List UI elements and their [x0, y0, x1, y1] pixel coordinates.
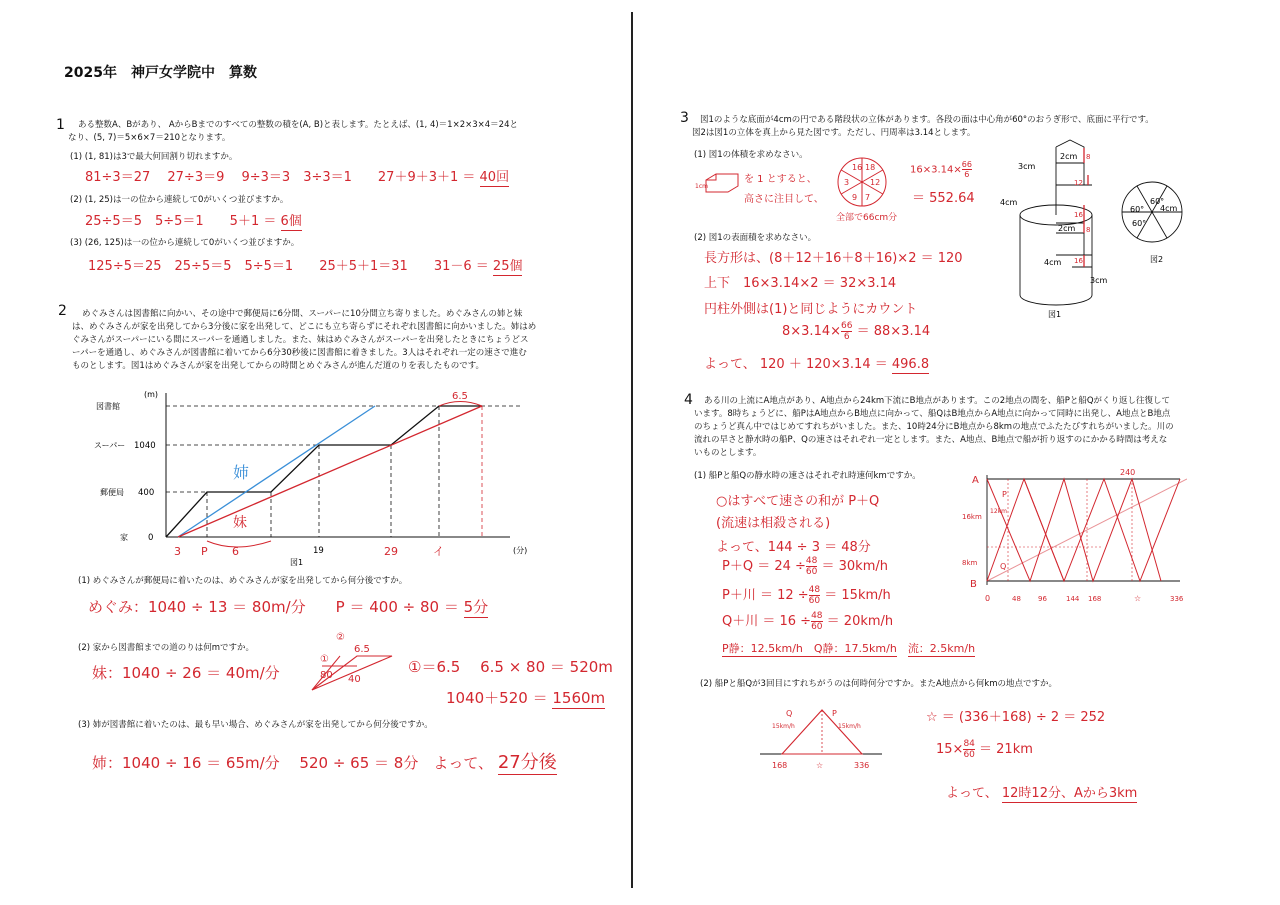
hw-29: 29	[384, 545, 398, 558]
hw-P: P	[201, 545, 208, 558]
svg-text:7: 7	[865, 193, 871, 202]
q4-graph	[962, 465, 1187, 605]
svg-text:②: ②	[336, 632, 345, 643]
svg-text:80: 80	[320, 670, 333, 681]
svg-text:Q: Q	[1000, 562, 1007, 571]
q2-sub3: (3) 姉が図書館に着いたのは、最も早い場合、めぐみさんが家を出発してから何分後ですか。	[78, 720, 433, 730]
q4-sub2: (2) 船Pと船Qが3回目にすれちがうのは何時何分ですか。またA地点から何kmの地点ですか。	[700, 679, 1057, 689]
q4-line5: いものとします。	[694, 448, 762, 458]
q1-number: 1	[56, 117, 65, 133]
svg-text:336: 336	[854, 761, 870, 770]
graph-caption: 図1	[290, 558, 304, 567]
q4-answer2b: 15× $\frac{84}{60}$ ＝ 21km	[936, 739, 1033, 760]
svg-text:15km/h: 15km/h	[772, 723, 795, 730]
q1-answer3: 125÷5＝25 25÷5＝5 5÷5＝1 25＋5＋1＝31 31－6 ＝ 25個	[88, 259, 523, 274]
q4-sub1: (1) 船Pと船Qの静水時の速さはそれぞれ時速何kmですか。	[694, 471, 921, 481]
column-divider	[631, 12, 633, 888]
graph-y-super-val: 1040	[134, 441, 156, 451]
svg-text:16: 16	[1074, 257, 1083, 265]
q1-intro-line1: ある整数A、Bがあり、 AからBまでのすべての整数の積を(A, B)と表します。たとえば、(1, 4)＝1×2×3×4＝24と	[78, 120, 518, 130]
svg-text:8: 8	[1086, 226, 1091, 234]
graph-y-super: スーパー	[94, 441, 126, 450]
hw-I: イ	[433, 545, 444, 558]
q1-sub1: (1) (1, 81)は3で最大何回割り切れますか。	[70, 152, 238, 162]
hw-65: 6.5	[452, 391, 468, 402]
q3-answer2e: よって、 120 ＋ 120×3.14 ＝ 496.8	[704, 357, 930, 372]
q2-line1: めぐみさんは図書館に向かい、その途中で郵便局に6分間、スーパーに10分間立ち寄りました。めぐみさんの姉と妹	[82, 309, 523, 319]
svg-text:96: 96	[1038, 595, 1047, 603]
svg-text:3cm: 3cm	[1090, 276, 1108, 285]
svg-text:①: ①	[320, 654, 329, 665]
svg-text:336: 336	[1170, 595, 1184, 603]
q3-block-sketch	[694, 168, 744, 196]
q3-line2: 図2は図1の立体を真上から見た図です。ただし、円周率は3.14とします。	[692, 128, 976, 138]
q2-line4: ーパーを通過し、めぐみさんが図書館に着いてから6分30秒後に図書館に着きました。3人はそれぞれ一定の速さで進む	[72, 348, 527, 358]
q4-line2: います。8時ちょうどに、船PはA地点からB地点に向かって、船QはB地点からA地点に向かって同時に出発し、A地点とB地点	[694, 409, 1171, 419]
q3-answer2a: 長方形は、(8＋12＋16＋8＋16)×2 ＝ 120	[704, 251, 963, 266]
q4-answer2a: ☆ ＝ (336＋168) ÷ 2 ＝ 252	[926, 710, 1106, 725]
q4-triangle-sketch	[758, 702, 888, 774]
q4-line3: のちょうど真ん中ではじめてすれちがいました。また、10時24分にB地点から8kmの地点でふたたびすれちがいました。川の	[694, 422, 1174, 432]
hw-3: 3	[174, 545, 181, 558]
q3-hw1b: 高さに注目して、	[744, 194, 824, 205]
q1-answer2: 25÷5＝5 5÷5＝1 5＋1 ＝ 6個	[85, 214, 302, 229]
q3-figure2	[1120, 180, 1190, 270]
q1-sub2: (2) (1, 25)は一の位から連続して0がいくつ並びますか。	[70, 195, 289, 205]
svg-text:15km/h: 15km/h	[838, 723, 861, 730]
svg-text:4cm: 4cm	[1044, 258, 1062, 267]
q4-answer1g: P静：12.5km/h Q静：17.5km/h 流：2.5km/h	[722, 642, 976, 655]
svg-text:60°: 60°	[1150, 197, 1165, 206]
q2-answer2b: ①＝6.5 6.5 × 80 ＝ 520m	[408, 658, 613, 676]
svg-text:40: 40	[348, 674, 361, 685]
q3-hw1c: 全部で66cm分	[836, 213, 898, 223]
svg-text:16km: 16km	[962, 513, 982, 521]
q3-figure1	[1000, 135, 1118, 323]
svg-text:12: 12	[870, 178, 881, 187]
q2-answer1: めぐみ：1040 ÷ 13 ＝ 80m/分 P ＝ 400 ÷ 80 ＝ 5分	[88, 598, 489, 616]
svg-text:8km: 8km	[962, 559, 978, 567]
svg-text:60°: 60°	[1132, 219, 1147, 228]
hw-imo: 妹	[233, 515, 247, 531]
q3-number: 3	[680, 110, 689, 126]
graph-xunit: (分)	[513, 546, 528, 555]
q1-sub3: (3) (26, 125)は一の位から連続して0がいくつ並びますか。	[70, 238, 300, 248]
q2-number: 2	[58, 303, 67, 319]
svg-text:4cm: 4cm	[1160, 204, 1178, 213]
graph-y-post-val: 400	[138, 488, 155, 498]
q3-line1: 図1のような底面が4cmの円である階段状の立体があります。各段の面は中心角が60°のおうぎ形で、底面に平行です。	[700, 115, 1154, 125]
svg-text:B: B	[970, 579, 977, 590]
graph-ylabel: (m)	[144, 390, 159, 399]
q4-answer1a: ○はすべて速さの和が P＋Q	[716, 494, 880, 509]
svg-text:0: 0	[985, 594, 991, 603]
svg-text:2cm: 2cm	[1058, 224, 1076, 233]
q2-triangle-sketch	[302, 628, 402, 696]
svg-text:16: 16	[852, 163, 863, 172]
svg-text:168: 168	[1088, 595, 1102, 603]
svg-text:図1: 図1	[1048, 310, 1062, 319]
q3-answer2b: 上下 16×3.14×2 ＝ 32×3.14	[704, 276, 897, 291]
q2-answer3: 姉：1040 ÷ 16 ＝ 65m/分 520 ÷ 65 ＝ 8分 よって、 27分後	[92, 752, 557, 773]
svg-text:144: 144	[1066, 595, 1080, 603]
svg-text:2cm: 2cm	[1060, 152, 1078, 161]
svg-text:12km: 12km	[990, 508, 1007, 515]
svg-text:P: P	[1002, 490, 1007, 499]
q4-line4: 流れの早さと静水時の船P、Qの速さはそれぞれ一定とします。また、A地点、B地点で船が折り返すのにかかる時間は考えな	[694, 435, 1168, 445]
hw-ane: 姉	[233, 463, 250, 482]
svg-text:16: 16	[1074, 211, 1083, 219]
q4-number: 4	[684, 392, 693, 408]
q3-hw1a: を 1 とすると、	[744, 174, 817, 185]
svg-text:12: 12	[1074, 179, 1083, 187]
svg-text:6.5: 6.5	[354, 644, 370, 655]
svg-text:8: 8	[1086, 153, 1091, 161]
q4-answer1d: P＋Q ＝ 24 ÷ $\frac{48}{60}$ ＝ 30km/h	[722, 556, 888, 577]
graph-y-library: 図書館	[96, 402, 120, 411]
q1-intro-line2: なり、(5, 7)＝5×6×7＝210となります。	[68, 133, 231, 143]
q3-answer2c: 円柱外側は(1)と同じようにカウント	[704, 302, 918, 317]
svg-text:60°: 60°	[1130, 205, 1145, 214]
q3-hw1e: ＝ 552.64	[912, 191, 975, 206]
q3-answer2d: 8×3.14× $\frac{66}{6}$ ＝ 88×3.14	[782, 321, 931, 342]
q2-line2: は、めぐみさんが家を出発してから3分後に家を出発して、どこにも立ち寄らずにそれぞれ図書館に向かいました。姉はめ	[72, 322, 537, 332]
svg-text:P: P	[832, 709, 837, 718]
graph-x19: 19	[313, 546, 324, 556]
q2-line5: ものとします。図1はめぐみさんが家を出発してからの時間とめぐみさんが進んだ道のりを表したものです。	[72, 361, 485, 371]
graph-y-zero: 0	[148, 533, 154, 543]
q4-line1: ある川の上流にA地点があり、A地点から24km下流にB地点があります。この2地点の間を、船Pと船Qがくり返し往復して	[704, 396, 1171, 406]
q2-line3: ぐみさんがスーパーにいる間にスーパーを通過しました。また、妹はめぐみさんがスーパーを出発したときにちょうどス	[72, 335, 529, 345]
q4-answer1c: よって、144 ÷ 3 ＝ 48分	[716, 540, 871, 555]
q2-sub2: (2) 家から図書館までの道のりは何mですか。	[78, 643, 255, 653]
q4-answer1e: P＋川 ＝ 12 ÷ $\frac{48}{60}$ ＝ 15km/h	[722, 585, 891, 606]
q4-answer2c: よって、 12時12分、Aから3km	[946, 786, 1138, 801]
graph-y-post: 郵便局	[100, 488, 124, 497]
q4-answer1b: (流速は相殺される)	[716, 516, 831, 531]
page-title: 2025年 神戸女学院中 算数	[64, 65, 257, 81]
q3-pie-sketch	[832, 152, 892, 212]
svg-text:☆: ☆	[1134, 594, 1142, 603]
q3-sub1: (1) 図1の体積を求めなさい。	[694, 150, 808, 160]
svg-text:4cm: 4cm	[1000, 198, 1018, 207]
q3-hw1d: 16×3.14× $\frac{66}{6}$	[910, 160, 972, 179]
svg-text:168: 168	[772, 761, 788, 770]
svg-text:☆: ☆	[816, 761, 824, 770]
svg-text:A: A	[972, 475, 979, 486]
svg-text:図2: 図2	[1150, 255, 1164, 264]
svg-text:Q: Q	[786, 709, 793, 718]
q2-answer2c: 1040＋520 ＝ 1560m	[446, 689, 606, 707]
hw-6: 6	[232, 545, 239, 558]
q3-sub2: (2) 図1の表面積を求めなさい。	[694, 233, 817, 243]
svg-text:9: 9	[852, 193, 858, 202]
q2-answer2: 妹：1040 ÷ 26 ＝ 40m/分	[92, 664, 280, 682]
q2-graph	[90, 385, 540, 570]
svg-text:3cm: 3cm	[1018, 162, 1036, 171]
svg-text:18: 18	[865, 163, 876, 172]
q4-answer1f: Q＋川 ＝ 16 ÷ $\frac{48}{60}$ ＝ 20km/h	[722, 611, 894, 632]
svg-text:3: 3	[844, 178, 850, 187]
graph-y-home: 家	[120, 533, 128, 542]
q1-answer1: 81÷3＝27 27÷3＝9 9÷3＝3 3÷3＝1 27＋9＋3＋1 ＝ 40回	[85, 170, 510, 185]
q2-sub1: (1) めぐみさんが郵便局に着いたのは、めぐみさんが家を出発してから何分後ですか。	[78, 576, 408, 586]
svg-text:1cm: 1cm	[695, 183, 708, 190]
svg-text:48: 48	[1012, 595, 1021, 603]
svg-text:240: 240	[1120, 468, 1136, 477]
